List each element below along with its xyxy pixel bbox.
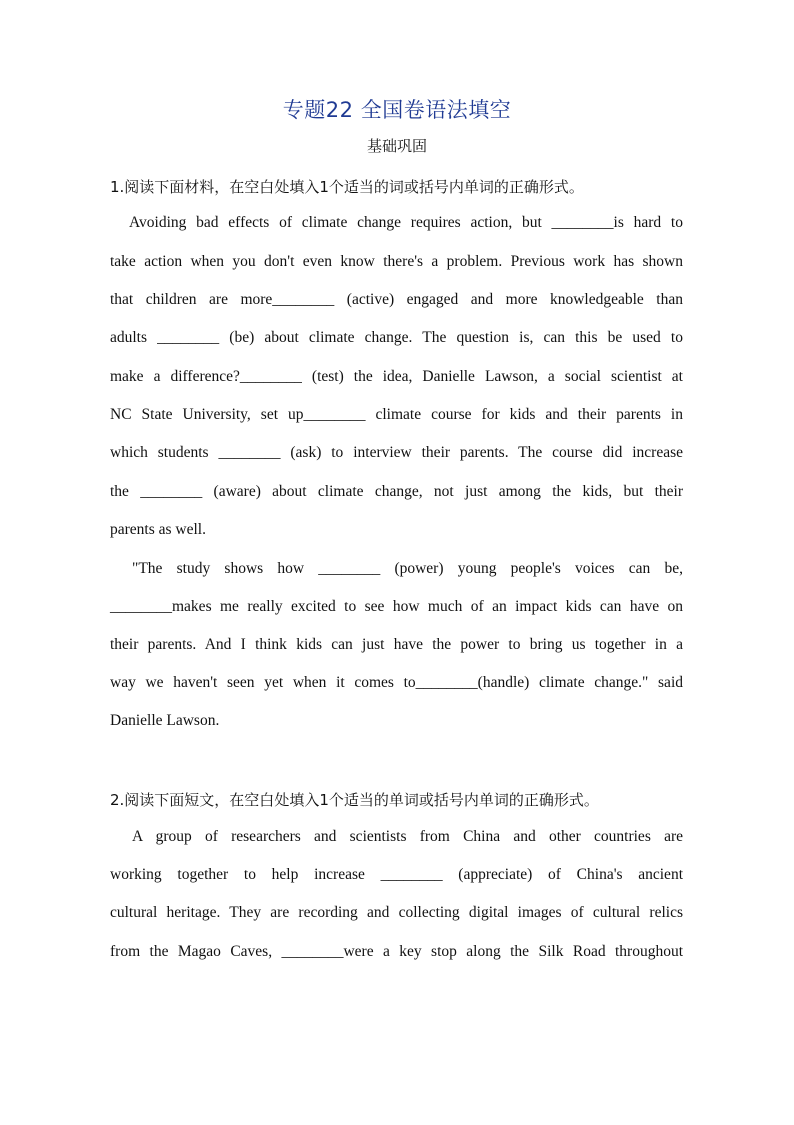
q1-line: the ________ (aware) about climate change, not just among the kids, but their [110,483,683,500]
q1-line: parents as well. [110,521,206,538]
q1-line: ________makes me really excited to see how much of an impact kids can have on [110,598,683,615]
q2-line: working together to help increase ________ (appreciate) of China's ancient [110,866,683,883]
q2-line: cultural heritage. They are recording and collecting digital images of cultural relics [110,904,683,921]
q1-line: make a difference?________ (test) the idea, Danielle Lawson, a social scientist at [110,368,683,385]
q1-line: Avoiding bad effects of climate change requires action, but ________is hard to [129,214,683,231]
q1-line: that children are more________ (active) engaged and more knowledgeable than [110,291,683,308]
page-title: 专题22 全国卷语法填空 [282,98,512,122]
question-2-instruction: 2.阅读下面短文，在空白处填入1个适当的单词或括号内单词的正确形式。 [110,791,599,809]
q1-line: way we haven't seen yet when it comes to________(handle) climate change." said [110,674,683,691]
q1-line: "The study shows how ________ (power) young people's voices can be, [132,560,683,577]
q2-line: from the Magao Caves, ________were a key stop along the Silk Road throughout [110,943,683,960]
q1-line: take action when you don't even know there's a problem. Previous work has shown [110,253,683,270]
question-1-instruction: 1.阅读下面材料，在空白处填入1个适当的词或括号内单词的正确形式。 [110,178,584,196]
q2-line: A group of researchers and scientists from China and other countries are [132,828,683,845]
q1-line: their parents. And I think kids can just have the power to bring us together in a [110,636,683,653]
q1-line: which students ________ (ask) to interview their parents. The course did increase [110,444,683,461]
q1-line: Danielle Lawson. [110,712,220,729]
section-subtitle: 基础巩固 [366,137,427,155]
q1-line: adults ________ (be) about climate change. The question is, can this be used to [110,329,683,346]
q1-line: NC State University, set up________ climate course for kids and their parents in [110,406,683,423]
